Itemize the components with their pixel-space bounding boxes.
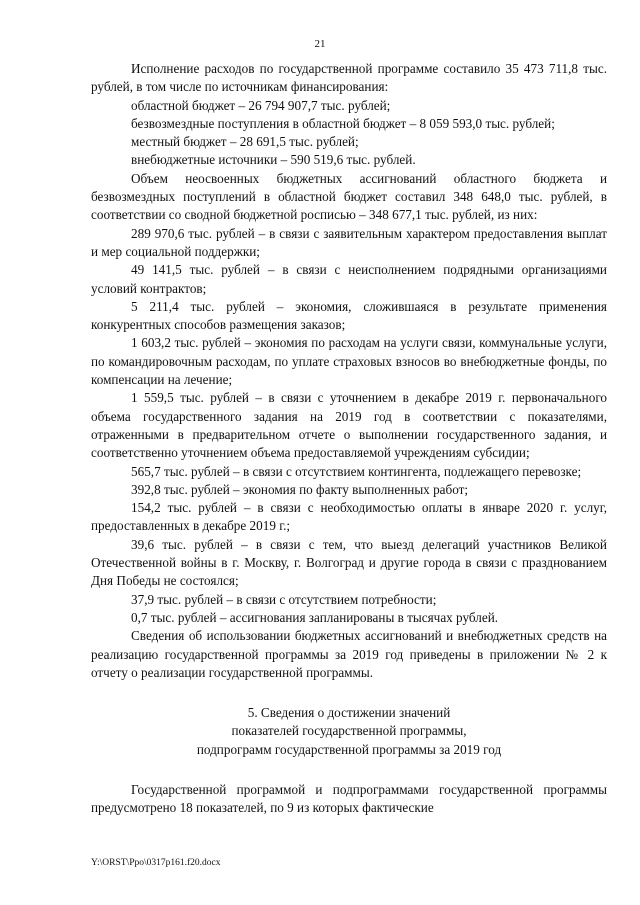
paragraph: Сведения об использовании бюджетных ассигнований и внебюджетных средств на реализацию государственной программы за 2019 год приведены в приложении № 2 к отчету о реализации государственной программы. (91, 628, 607, 680)
closing-paragraph: Государственной программой и подпрограммами государственной программы предусмотрено 18 показателей, по 9 из которых фактические (91, 781, 607, 816)
paragraph: местный бюджет – 28 691,5 тыс. рублей; (131, 134, 359, 150)
paragraph: областной бюджет – 26 794 907,7 тыс. рублей; (131, 97, 391, 113)
page-number: 21 (314, 38, 326, 50)
paragraph: 49 141,5 тыс. рублей – в связи с неисполнением подрядными организациями условий контрактов; (91, 262, 607, 296)
paragraph: 37,9 тыс. рублей – в связи с отсутствием потребности; (131, 591, 437, 607)
paragraph: внебюджетные источники – 590 519,6 тыс. рублей. (131, 152, 416, 168)
paragraph: 0,7 тыс. рублей – ассигнования запланированы в тысячах рублей. (131, 609, 499, 625)
document-body (91, 60, 607, 818)
paragraph: безвозмездные поступления в областной бюджет – 8 059 593,0 тыс. рублей; (131, 115, 555, 131)
section-title-line: показателей государственной программы, (231, 723, 467, 739)
section-title-line: подпрограмм государственной программы за 2019 год (196, 741, 502, 757)
paragraph: 154,2 тыс. рублей – в связи с необходимостью оплаты в январе 2020 г. услуг, предоставленных в декабре 2019 г.; (91, 500, 607, 534)
paragraph: Исполнение расходов по государственной программе составило 35 473 711,8 тыс. рублей, в том числе по источникам финансирования: (91, 61, 607, 95)
footer-file-path: Y:\ORST\Ppo\0317p161.f20.docx (91, 858, 221, 868)
paragraph: 1 559,5 тыс. рублей – в связи с уточнением в декабре 2019 г. первоначального объема государственного задания на 2019 год в соответствии с показателями, отраженными в предварительном отчете о выполнении государственного задания, и соответственно уточнением объема предоставляемой учреждениям субсидии; (91, 390, 607, 461)
paragraph: 289 970,6 тыс. рублей – в связи с заявительным характером предоставления выплат и мер социальной поддержки; (91, 225, 607, 259)
paragraph: 39,6 тыс. рублей – в связи с тем, что выезд делегаций участников Великой Отечественной войны в г. Москву, г. Волгоград и другие города в связи с празднованием Дня Победы не состоялся; (91, 536, 607, 589)
section-title-line: 5. Сведения о достижении значений (247, 705, 451, 721)
paragraph: 392,8 тыс. рублей – экономия по факту выполненных работ; (131, 481, 469, 497)
paragraph: 1 603,2 тыс. рублей – экономия по расходам на услуги связи, коммунальные услуги, по командировочным расходам, по уплате страховых взносов во внебюджетные фонды, по компенсации на лечение; (91, 335, 607, 388)
paragraph: 5 211,4 тыс. рублей – экономия, сложившаяся в результате применения конкурентных способов размещения заказов; (91, 298, 607, 333)
paragraph: 565,7 тыс. рублей – в связи с отсутствием контингента, подлежащего перевозке; (131, 463, 582, 479)
section-title (91, 704, 607, 759)
paragraph: Объем неосвоенных бюджетных ассигнований областного бюджета и безвозмездных поступлений в областной бюджет составил 348 648,0 тыс. рублей, в соответствии со сводной бюджетной росписью – 348 677,1 тыс. рублей, из них: (91, 170, 607, 223)
